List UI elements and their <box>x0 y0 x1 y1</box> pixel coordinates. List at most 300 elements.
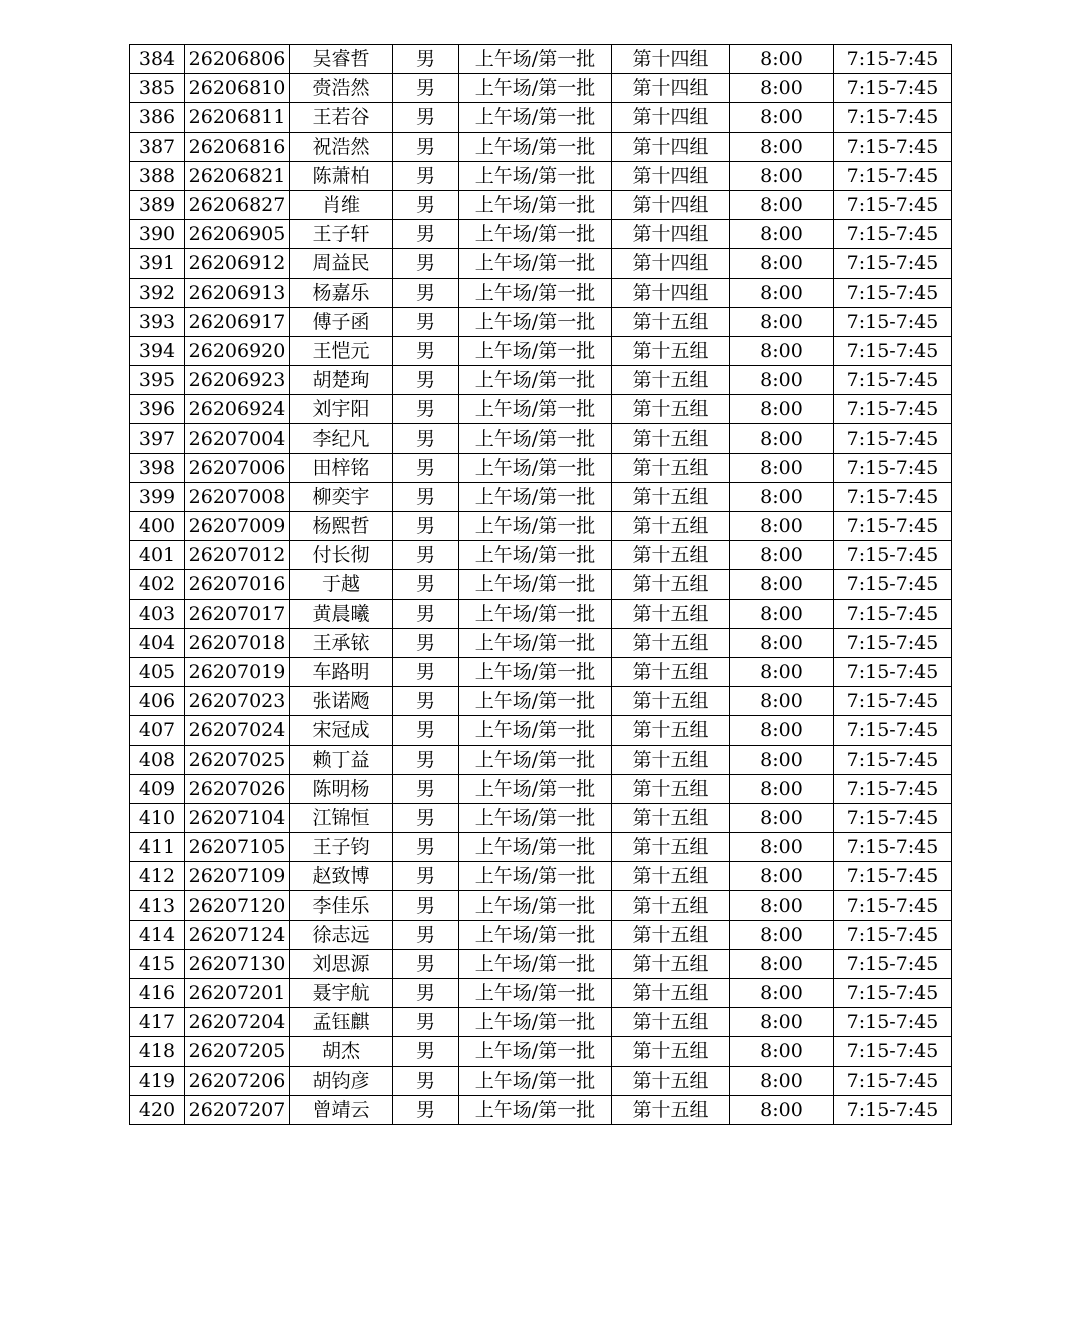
gender-cell: 男 <box>393 161 459 190</box>
check-in-window-cell: 7:15-7:45 <box>834 745 952 774</box>
start-time-cell: 8:00 <box>730 979 834 1008</box>
check-in-window-cell: 7:15-7:45 <box>834 628 952 657</box>
gender-cell: 男 <box>393 453 459 482</box>
start-time-cell: 8:00 <box>730 833 834 862</box>
session-batch-cell: 上午场/第一批 <box>459 190 612 219</box>
session-batch-cell: 上午场/第一批 <box>459 599 612 628</box>
gender-cell: 男 <box>393 920 459 949</box>
roster-table <box>129 44 952 1125</box>
group-cell: 第十五组 <box>612 949 730 978</box>
student-name-cell: 孟钰麒 <box>290 1008 393 1037</box>
table-row <box>130 774 952 803</box>
gender-cell: 男 <box>393 891 459 920</box>
start-time-cell: 8:00 <box>730 366 834 395</box>
student-id-cell: 26207024 <box>185 716 290 745</box>
check-in-window-cell: 7:15-7:45 <box>834 541 952 570</box>
table-row <box>130 190 952 219</box>
check-in-window-cell: 7:15-7:45 <box>834 1008 952 1037</box>
check-in-window-cell: 7:15-7:45 <box>834 687 952 716</box>
student-id-cell: 26206816 <box>185 132 290 161</box>
table-row <box>130 1066 952 1095</box>
group-cell: 第十五组 <box>612 512 730 541</box>
table-row <box>130 220 952 249</box>
student-name-cell: 李佳乐 <box>290 891 393 920</box>
gender-cell: 男 <box>393 366 459 395</box>
start-time-cell: 8:00 <box>730 395 834 424</box>
session-batch-cell: 上午场/第一批 <box>459 103 612 132</box>
student-name-cell: 于越 <box>290 570 393 599</box>
student-id-cell: 26206923 <box>185 366 290 395</box>
start-time-cell: 8:00 <box>730 657 834 686</box>
table-row <box>130 803 952 832</box>
row-number-cell: 419 <box>130 1066 185 1095</box>
gender-cell: 男 <box>393 979 459 1008</box>
start-time-cell: 8:00 <box>730 74 834 103</box>
row-number-cell: 411 <box>130 833 185 862</box>
session-batch-cell: 上午场/第一批 <box>459 628 612 657</box>
start-time-cell: 8:00 <box>730 190 834 219</box>
student-name-cell: 胡钧彦 <box>290 1066 393 1095</box>
gender-cell: 男 <box>393 1066 459 1095</box>
table-row <box>130 949 952 978</box>
session-batch-cell: 上午场/第一批 <box>459 1066 612 1095</box>
table-row <box>130 657 952 686</box>
gender-cell: 男 <box>393 1037 459 1066</box>
session-batch-cell: 上午场/第一批 <box>459 249 612 278</box>
student-id-cell: 26207008 <box>185 482 290 511</box>
start-time-cell: 8:00 <box>730 161 834 190</box>
start-time-cell: 8:00 <box>730 45 834 74</box>
table-row <box>130 424 952 453</box>
group-cell: 第十四组 <box>612 103 730 132</box>
check-in-window-cell: 7:15-7:45 <box>834 103 952 132</box>
gender-cell: 男 <box>393 220 459 249</box>
table-row <box>130 1037 952 1066</box>
group-cell: 第十四组 <box>612 249 730 278</box>
check-in-window-cell: 7:15-7:45 <box>834 599 952 628</box>
check-in-window-cell: 7:15-7:45 <box>834 74 952 103</box>
table-row <box>130 920 952 949</box>
check-in-window-cell: 7:15-7:45 <box>834 249 952 278</box>
student-name-cell: 陈萧柏 <box>290 161 393 190</box>
row-number-cell: 393 <box>130 307 185 336</box>
start-time-cell: 8:00 <box>730 745 834 774</box>
student-name-cell: 傅子函 <box>290 307 393 336</box>
check-in-window-cell: 7:15-7:45 <box>834 949 952 978</box>
session-batch-cell: 上午场/第一批 <box>459 570 612 599</box>
row-number-cell: 400 <box>130 512 185 541</box>
student-name-cell: 肖维 <box>290 190 393 219</box>
gender-cell: 男 <box>393 395 459 424</box>
group-cell: 第十五组 <box>612 862 730 891</box>
student-id-cell: 26207025 <box>185 745 290 774</box>
check-in-window-cell: 7:15-7:45 <box>834 336 952 365</box>
session-batch-cell: 上午场/第一批 <box>459 716 612 745</box>
student-name-cell: 赖丁益 <box>290 745 393 774</box>
table-row <box>130 132 952 161</box>
gender-cell: 男 <box>393 862 459 891</box>
start-time-cell: 8:00 <box>730 453 834 482</box>
check-in-window-cell: 7:15-7:45 <box>834 132 952 161</box>
session-batch-cell: 上午场/第一批 <box>459 891 612 920</box>
start-time-cell: 8:00 <box>730 220 834 249</box>
group-cell: 第十五组 <box>612 395 730 424</box>
check-in-window-cell: 7:15-7:45 <box>834 190 952 219</box>
gender-cell: 男 <box>393 657 459 686</box>
student-name-cell: 王子钧 <box>290 833 393 862</box>
session-batch-cell: 上午场/第一批 <box>459 132 612 161</box>
table-row <box>130 833 952 862</box>
group-cell: 第十五组 <box>612 570 730 599</box>
group-cell: 第十五组 <box>612 453 730 482</box>
start-time-cell: 8:00 <box>730 103 834 132</box>
gender-cell: 男 <box>393 190 459 219</box>
table-row <box>130 336 952 365</box>
row-number-cell: 414 <box>130 920 185 949</box>
check-in-window-cell: 7:15-7:45 <box>834 570 952 599</box>
session-batch-cell: 上午场/第一批 <box>459 657 612 686</box>
group-cell: 第十五组 <box>612 716 730 745</box>
check-in-window-cell: 7:15-7:45 <box>834 862 952 891</box>
check-in-window-cell: 7:15-7:45 <box>834 482 952 511</box>
check-in-window-cell: 7:15-7:45 <box>834 161 952 190</box>
student-name-cell: 徐志远 <box>290 920 393 949</box>
row-number-cell: 409 <box>130 774 185 803</box>
table-row <box>130 482 952 511</box>
student-name-cell: 聂宇航 <box>290 979 393 1008</box>
group-cell: 第十五组 <box>612 482 730 511</box>
start-time-cell: 8:00 <box>730 1066 834 1095</box>
group-cell: 第十五组 <box>612 833 730 862</box>
check-in-window-cell: 7:15-7:45 <box>834 774 952 803</box>
check-in-window-cell: 7:15-7:45 <box>834 395 952 424</box>
gender-cell: 男 <box>393 833 459 862</box>
row-number-cell: 401 <box>130 541 185 570</box>
start-time-cell: 8:00 <box>730 891 834 920</box>
table-row <box>130 716 952 745</box>
table-row <box>130 453 952 482</box>
group-cell: 第十五组 <box>612 628 730 657</box>
check-in-window-cell: 7:15-7:45 <box>834 307 952 336</box>
student-name-cell: 赵致博 <box>290 862 393 891</box>
gender-cell: 男 <box>393 687 459 716</box>
row-number-cell: 417 <box>130 1008 185 1037</box>
table-row <box>130 366 952 395</box>
student-name-cell: 胡楚珣 <box>290 366 393 395</box>
table-row <box>130 1008 952 1037</box>
start-time-cell: 8:00 <box>730 570 834 599</box>
student-name-cell: 柳奕宇 <box>290 482 393 511</box>
student-id-cell: 26206913 <box>185 278 290 307</box>
student-id-cell: 26206806 <box>185 45 290 74</box>
student-id-cell: 26206905 <box>185 220 290 249</box>
table-row <box>130 599 952 628</box>
row-number-cell: 413 <box>130 891 185 920</box>
group-cell: 第十五组 <box>612 657 730 686</box>
group-cell: 第十五组 <box>612 745 730 774</box>
session-batch-cell: 上午场/第一批 <box>459 687 612 716</box>
row-number-cell: 388 <box>130 161 185 190</box>
session-batch-cell: 上午场/第一批 <box>459 74 612 103</box>
start-time-cell: 8:00 <box>730 132 834 161</box>
student-name-cell: 田梓铭 <box>290 453 393 482</box>
check-in-window-cell: 7:15-7:45 <box>834 1095 952 1124</box>
table-row <box>130 891 952 920</box>
row-number-cell: 404 <box>130 628 185 657</box>
gender-cell: 男 <box>393 803 459 832</box>
start-time-cell: 8:00 <box>730 249 834 278</box>
row-number-cell: 392 <box>130 278 185 307</box>
row-number-cell: 410 <box>130 803 185 832</box>
student-id-cell: 26207018 <box>185 628 290 657</box>
student-id-cell: 26207026 <box>185 774 290 803</box>
row-number-cell: 395 <box>130 366 185 395</box>
student-name-cell: 赍浩然 <box>290 74 393 103</box>
student-name-cell: 王若谷 <box>290 103 393 132</box>
table-row <box>130 45 952 74</box>
row-number-cell: 405 <box>130 657 185 686</box>
gender-cell: 男 <box>393 336 459 365</box>
gender-cell: 男 <box>393 1008 459 1037</box>
session-batch-cell: 上午场/第一批 <box>459 833 612 862</box>
start-time-cell: 8:00 <box>730 541 834 570</box>
session-batch-cell: 上午场/第一批 <box>459 803 612 832</box>
row-number-cell: 399 <box>130 482 185 511</box>
group-cell: 第十五组 <box>612 979 730 1008</box>
row-number-cell: 402 <box>130 570 185 599</box>
group-cell: 第十四组 <box>612 45 730 74</box>
group-cell: 第十五组 <box>612 541 730 570</box>
gender-cell: 男 <box>393 541 459 570</box>
group-cell: 第十五组 <box>612 599 730 628</box>
gender-cell: 男 <box>393 599 459 628</box>
gender-cell: 男 <box>393 570 459 599</box>
student-id-cell: 26207207 <box>185 1095 290 1124</box>
student-name-cell: 李纪凡 <box>290 424 393 453</box>
start-time-cell: 8:00 <box>730 920 834 949</box>
session-batch-cell: 上午场/第一批 <box>459 979 612 1008</box>
start-time-cell: 8:00 <box>730 307 834 336</box>
row-number-cell: 398 <box>130 453 185 482</box>
student-name-cell: 杨熙哲 <box>290 512 393 541</box>
student-id-cell: 26207016 <box>185 570 290 599</box>
table-row <box>130 979 952 1008</box>
table-row <box>130 249 952 278</box>
group-cell: 第十五组 <box>612 424 730 453</box>
student-name-cell: 刘思源 <box>290 949 393 978</box>
student-id-cell: 26206917 <box>185 307 290 336</box>
row-number-cell: 396 <box>130 395 185 424</box>
student-id-cell: 26206827 <box>185 190 290 219</box>
gender-cell: 男 <box>393 45 459 74</box>
group-cell: 第十五组 <box>612 803 730 832</box>
student-id-cell: 26207124 <box>185 920 290 949</box>
session-batch-cell: 上午场/第一批 <box>459 482 612 511</box>
start-time-cell: 8:00 <box>730 862 834 891</box>
gender-cell: 男 <box>393 774 459 803</box>
check-in-window-cell: 7:15-7:45 <box>834 278 952 307</box>
gender-cell: 男 <box>393 249 459 278</box>
gender-cell: 男 <box>393 103 459 132</box>
table-row <box>130 745 952 774</box>
session-batch-cell: 上午场/第一批 <box>459 1008 612 1037</box>
check-in-window-cell: 7:15-7:45 <box>834 657 952 686</box>
student-name-cell: 王恺元 <box>290 336 393 365</box>
table-row <box>130 74 952 103</box>
row-number-cell: 387 <box>130 132 185 161</box>
row-number-cell: 390 <box>130 220 185 249</box>
student-id-cell: 26207130 <box>185 949 290 978</box>
student-id-cell: 26206920 <box>185 336 290 365</box>
group-cell: 第十五组 <box>612 1008 730 1037</box>
group-cell: 第十四组 <box>612 278 730 307</box>
group-cell: 第十四组 <box>612 190 730 219</box>
student-name-cell: 黄晨曦 <box>290 599 393 628</box>
row-number-cell: 391 <box>130 249 185 278</box>
gender-cell: 男 <box>393 628 459 657</box>
check-in-window-cell: 7:15-7:45 <box>834 453 952 482</box>
check-in-window-cell: 7:15-7:45 <box>834 424 952 453</box>
check-in-window-cell: 7:15-7:45 <box>834 803 952 832</box>
row-number-cell: 420 <box>130 1095 185 1124</box>
group-cell: 第十五组 <box>612 336 730 365</box>
student-id-cell: 26207019 <box>185 657 290 686</box>
gender-cell: 男 <box>393 74 459 103</box>
session-batch-cell: 上午场/第一批 <box>459 774 612 803</box>
gender-cell: 男 <box>393 482 459 511</box>
check-in-window-cell: 7:15-7:45 <box>834 366 952 395</box>
student-id-cell: 26207109 <box>185 862 290 891</box>
student-name-cell: 陈明杨 <box>290 774 393 803</box>
table-row <box>130 1095 952 1124</box>
student-name-cell: 杨嘉乐 <box>290 278 393 307</box>
row-number-cell: 415 <box>130 949 185 978</box>
start-time-cell: 8:00 <box>730 628 834 657</box>
session-batch-cell: 上午场/第一批 <box>459 336 612 365</box>
gender-cell: 男 <box>393 307 459 336</box>
row-number-cell: 394 <box>130 336 185 365</box>
start-time-cell: 8:00 <box>730 803 834 832</box>
check-in-window-cell: 7:15-7:45 <box>834 891 952 920</box>
check-in-window-cell: 7:15-7:45 <box>834 45 952 74</box>
start-time-cell: 8:00 <box>730 599 834 628</box>
start-time-cell: 8:00 <box>730 1095 834 1124</box>
table-row <box>130 103 952 132</box>
student-id-cell: 26207004 <box>185 424 290 453</box>
row-number-cell: 403 <box>130 599 185 628</box>
session-batch-cell: 上午场/第一批 <box>459 453 612 482</box>
check-in-window-cell: 7:15-7:45 <box>834 920 952 949</box>
gender-cell: 男 <box>393 1095 459 1124</box>
student-name-cell: 王子轩 <box>290 220 393 249</box>
session-batch-cell: 上午场/第一批 <box>459 920 612 949</box>
student-id-cell: 26206810 <box>185 74 290 103</box>
table-row <box>130 541 952 570</box>
start-time-cell: 8:00 <box>730 1037 834 1066</box>
row-number-cell: 384 <box>130 45 185 74</box>
row-number-cell: 416 <box>130 979 185 1008</box>
student-id-cell: 26207104 <box>185 803 290 832</box>
table-row <box>130 278 952 307</box>
group-cell: 第十四组 <box>612 220 730 249</box>
group-cell: 第十五组 <box>612 1037 730 1066</box>
student-id-cell: 26207009 <box>185 512 290 541</box>
start-time-cell: 8:00 <box>730 774 834 803</box>
start-time-cell: 8:00 <box>730 1008 834 1037</box>
check-in-window-cell: 7:15-7:45 <box>834 1037 952 1066</box>
gender-cell: 男 <box>393 424 459 453</box>
check-in-window-cell: 7:15-7:45 <box>834 979 952 1008</box>
session-batch-cell: 上午场/第一批 <box>459 1037 612 1066</box>
group-cell: 第十五组 <box>612 366 730 395</box>
table-row <box>130 570 952 599</box>
student-name-cell: 付长彻 <box>290 541 393 570</box>
group-cell: 第十四组 <box>612 74 730 103</box>
student-name-cell: 曾靖云 <box>290 1095 393 1124</box>
row-number-cell: 406 <box>130 687 185 716</box>
group-cell: 第十五组 <box>612 1095 730 1124</box>
student-id-cell: 26206811 <box>185 103 290 132</box>
gender-cell: 男 <box>393 716 459 745</box>
session-batch-cell: 上午场/第一批 <box>459 278 612 307</box>
group-cell: 第十五组 <box>612 774 730 803</box>
gender-cell: 男 <box>393 278 459 307</box>
session-batch-cell: 上午场/第一批 <box>459 862 612 891</box>
session-batch-cell: 上午场/第一批 <box>459 307 612 336</box>
group-cell: 第十四组 <box>612 132 730 161</box>
student-id-cell: 26207206 <box>185 1066 290 1095</box>
table-row <box>130 687 952 716</box>
group-cell: 第十五组 <box>612 891 730 920</box>
table-row <box>130 862 952 891</box>
start-time-cell: 8:00 <box>730 949 834 978</box>
session-batch-cell: 上午场/第一批 <box>459 366 612 395</box>
session-batch-cell: 上午场/第一批 <box>459 745 612 774</box>
session-batch-cell: 上午场/第一批 <box>459 1095 612 1124</box>
start-time-cell: 8:00 <box>730 278 834 307</box>
session-batch-cell: 上午场/第一批 <box>459 424 612 453</box>
check-in-window-cell: 7:15-7:45 <box>834 512 952 541</box>
student-id-cell: 26207023 <box>185 687 290 716</box>
roster-body <box>130 45 952 1125</box>
table-row <box>130 395 952 424</box>
row-number-cell: 389 <box>130 190 185 219</box>
student-id-cell: 26207105 <box>185 833 290 862</box>
student-name-cell: 张诺飏 <box>290 687 393 716</box>
gender-cell: 男 <box>393 949 459 978</box>
student-name-cell: 车路明 <box>290 657 393 686</box>
table-row <box>130 161 952 190</box>
start-time-cell: 8:00 <box>730 716 834 745</box>
session-batch-cell: 上午场/第一批 <box>459 541 612 570</box>
row-number-cell: 386 <box>130 103 185 132</box>
start-time-cell: 8:00 <box>730 482 834 511</box>
student-id-cell: 26207006 <box>185 453 290 482</box>
session-batch-cell: 上午场/第一批 <box>459 512 612 541</box>
student-id-cell: 26206912 <box>185 249 290 278</box>
table-row <box>130 512 952 541</box>
start-time-cell: 8:00 <box>730 512 834 541</box>
start-time-cell: 8:00 <box>730 424 834 453</box>
student-id-cell: 26207017 <box>185 599 290 628</box>
group-cell: 第十五组 <box>612 920 730 949</box>
check-in-window-cell: 7:15-7:45 <box>834 1066 952 1095</box>
row-number-cell: 407 <box>130 716 185 745</box>
student-id-cell: 26207205 <box>185 1037 290 1066</box>
student-id-cell: 26206924 <box>185 395 290 424</box>
gender-cell: 男 <box>393 745 459 774</box>
session-batch-cell: 上午场/第一批 <box>459 395 612 424</box>
